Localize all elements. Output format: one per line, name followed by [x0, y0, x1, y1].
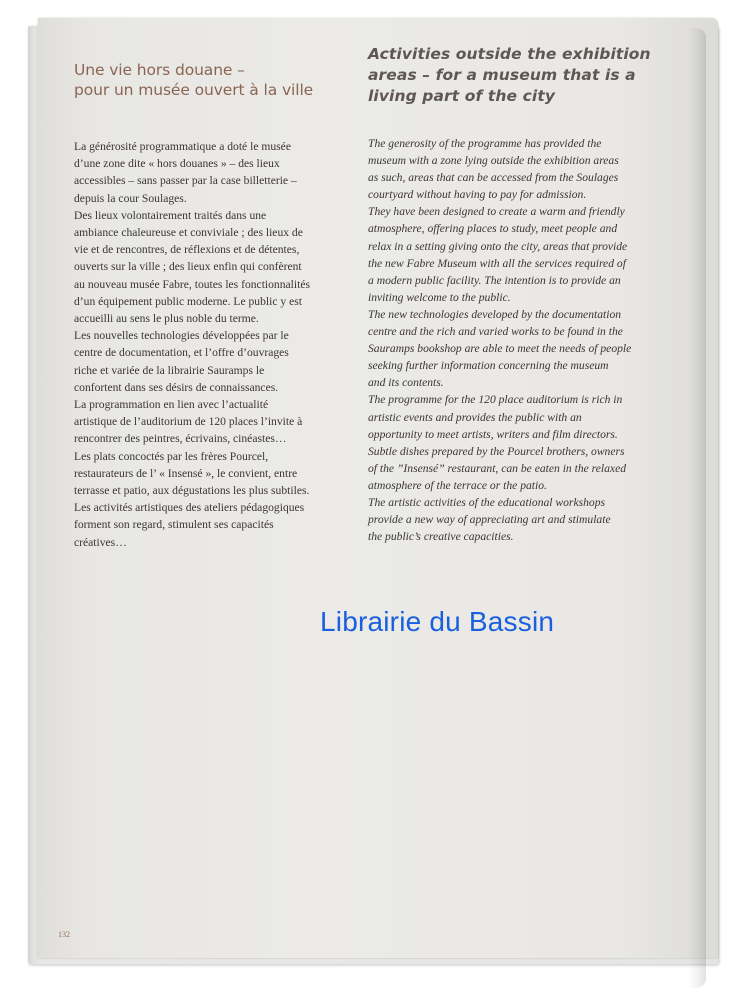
english-body-line: relax in a setting giving onto the city, areas that provide: [368, 239, 628, 253]
english-heading-line: areas – for a museum that is a: [368, 66, 636, 84]
english-body-line: and its contents.: [368, 376, 444, 390]
french-body-line: accueilli au sens le plus noble du terme.: [74, 312, 259, 326]
french-column: [74, 60, 336, 551]
english-heading-line: Activities outside the exhibition: [368, 45, 651, 63]
english-body-line: a modern public facility. The intention is to provide an: [368, 273, 621, 287]
french-heading-line: Une vie hors douane –: [74, 61, 245, 79]
french-body-line: depuis la cour Soulages.: [74, 191, 187, 205]
french-body-line: ambiance chaleureuse et conviviale ; des lieux de: [74, 226, 303, 240]
english-body-line: opportunity to meet artists, writers and film directors.: [368, 427, 618, 441]
english-column: [368, 44, 653, 545]
french-heading: [74, 60, 336, 100]
english-body-line: centre and the rich and varied works to be found in the: [368, 325, 623, 339]
french-body-line: d’un équipement public moderne. Le public y est: [74, 294, 302, 308]
english-body-line: inviting welcome to the public.: [368, 290, 511, 304]
english-body-line: The new technologies developed by the documentation: [368, 307, 622, 321]
french-body-line: d’une zone dite « hors douanes » – des lieux: [74, 157, 280, 171]
french-body-line: vie et de rencontres, de réflexions et de détentes,: [74, 243, 300, 257]
french-body-line: terrasse et patio, aux dégustations les plus subtiles.: [74, 484, 310, 498]
english-body-line: The programme for the 120 place auditorium is rich in: [368, 393, 623, 407]
french-body-line: rencontrer des peintres, écrivains, cinéastes…: [74, 432, 287, 446]
french-body-line: Les nouvelles technologies développées par le: [74, 329, 289, 343]
watermark-text: Librairie du Bassin: [320, 606, 555, 637]
english-heading-line: living part of the city: [368, 87, 556, 105]
french-body-line: au nouveau musée Fabre, toutes les fonctionnalités: [74, 277, 310, 291]
english-body: [368, 135, 653, 545]
french-body-line: Des lieux volontairement traités dans une: [74, 208, 267, 222]
english-body-line: the new Fabre Museum with all the services required of: [368, 256, 626, 270]
english-body-line: They have been designed to create a warm and friendly: [368, 205, 625, 219]
english-body-line: The artistic activities of the educational workshops: [368, 495, 606, 509]
english-body-line: seeking further information concerning the museum: [368, 359, 609, 373]
french-body-line: riche et variée de la librairie Sauramps le: [74, 363, 265, 377]
english-body-line: artistic events and provides the public with an: [368, 410, 582, 424]
english-body-line: provide a new way of appreciating art and stimulate: [368, 513, 611, 527]
french-body-line: Les plats concoctés par les frères Pourcel,: [74, 449, 269, 463]
french-body-line: créatives…: [74, 535, 127, 549]
page-curl-shadow: [688, 28, 706, 988]
english-heading: [368, 44, 653, 107]
english-body-line: atmosphere, offering places to study, meet people and: [368, 222, 618, 236]
english-body-line: the public’s creative capacities.: [368, 530, 514, 544]
french-body-line: Les activités artistiques des ateliers pédagogiques: [74, 501, 305, 515]
french-body-line: ouverts sur la ville ; des lieux enfin qui confèrent: [74, 260, 302, 274]
english-body-line: as such, areas that can be accessed from the Soulages: [368, 171, 619, 185]
french-body-line: forment son regard, stimulent ses capacités: [74, 518, 274, 532]
english-body-line: The generosity of the programme has provided the: [368, 137, 602, 150]
french-body-line: La programmation en lien avec l’actualité: [74, 398, 269, 412]
english-body-line: museum with a zone lying outside the exhibition areas: [368, 154, 619, 168]
english-body-line: atmosphere of the terrace or the patio.: [368, 478, 547, 492]
french-body-line: restaurateurs de l’ « Insensé », le convient, entre: [74, 466, 298, 480]
french-body-line: artistique de l’auditorium de 120 places l’invite à: [74, 415, 303, 429]
french-body-line: La générosité programmatique a doté le musée: [74, 140, 291, 153]
french-body-line: accessibles – sans passer par la case billetterie –: [74, 174, 297, 188]
french-body-line: confortent dans ses désirs de connaissances.: [74, 380, 279, 394]
english-body-line: Subtle dishes prepared by the Pourcel brothers, owners: [368, 444, 625, 458]
english-body-line: of the ”Insensé” restaurant, can be eaten in the relaxed: [368, 461, 627, 475]
french-heading-line: pour un musée ouvert à la ville: [74, 81, 314, 99]
english-body-line: courtyard without having to pay for admission.: [368, 188, 587, 202]
french-body-line: centre de documentation, et l’offre d’ouvrages: [74, 346, 289, 360]
french-body: [74, 138, 336, 551]
page-number: 132: [58, 930, 70, 939]
english-body-line: Sauramps bookshop are able to meet the needs of people: [368, 342, 632, 356]
